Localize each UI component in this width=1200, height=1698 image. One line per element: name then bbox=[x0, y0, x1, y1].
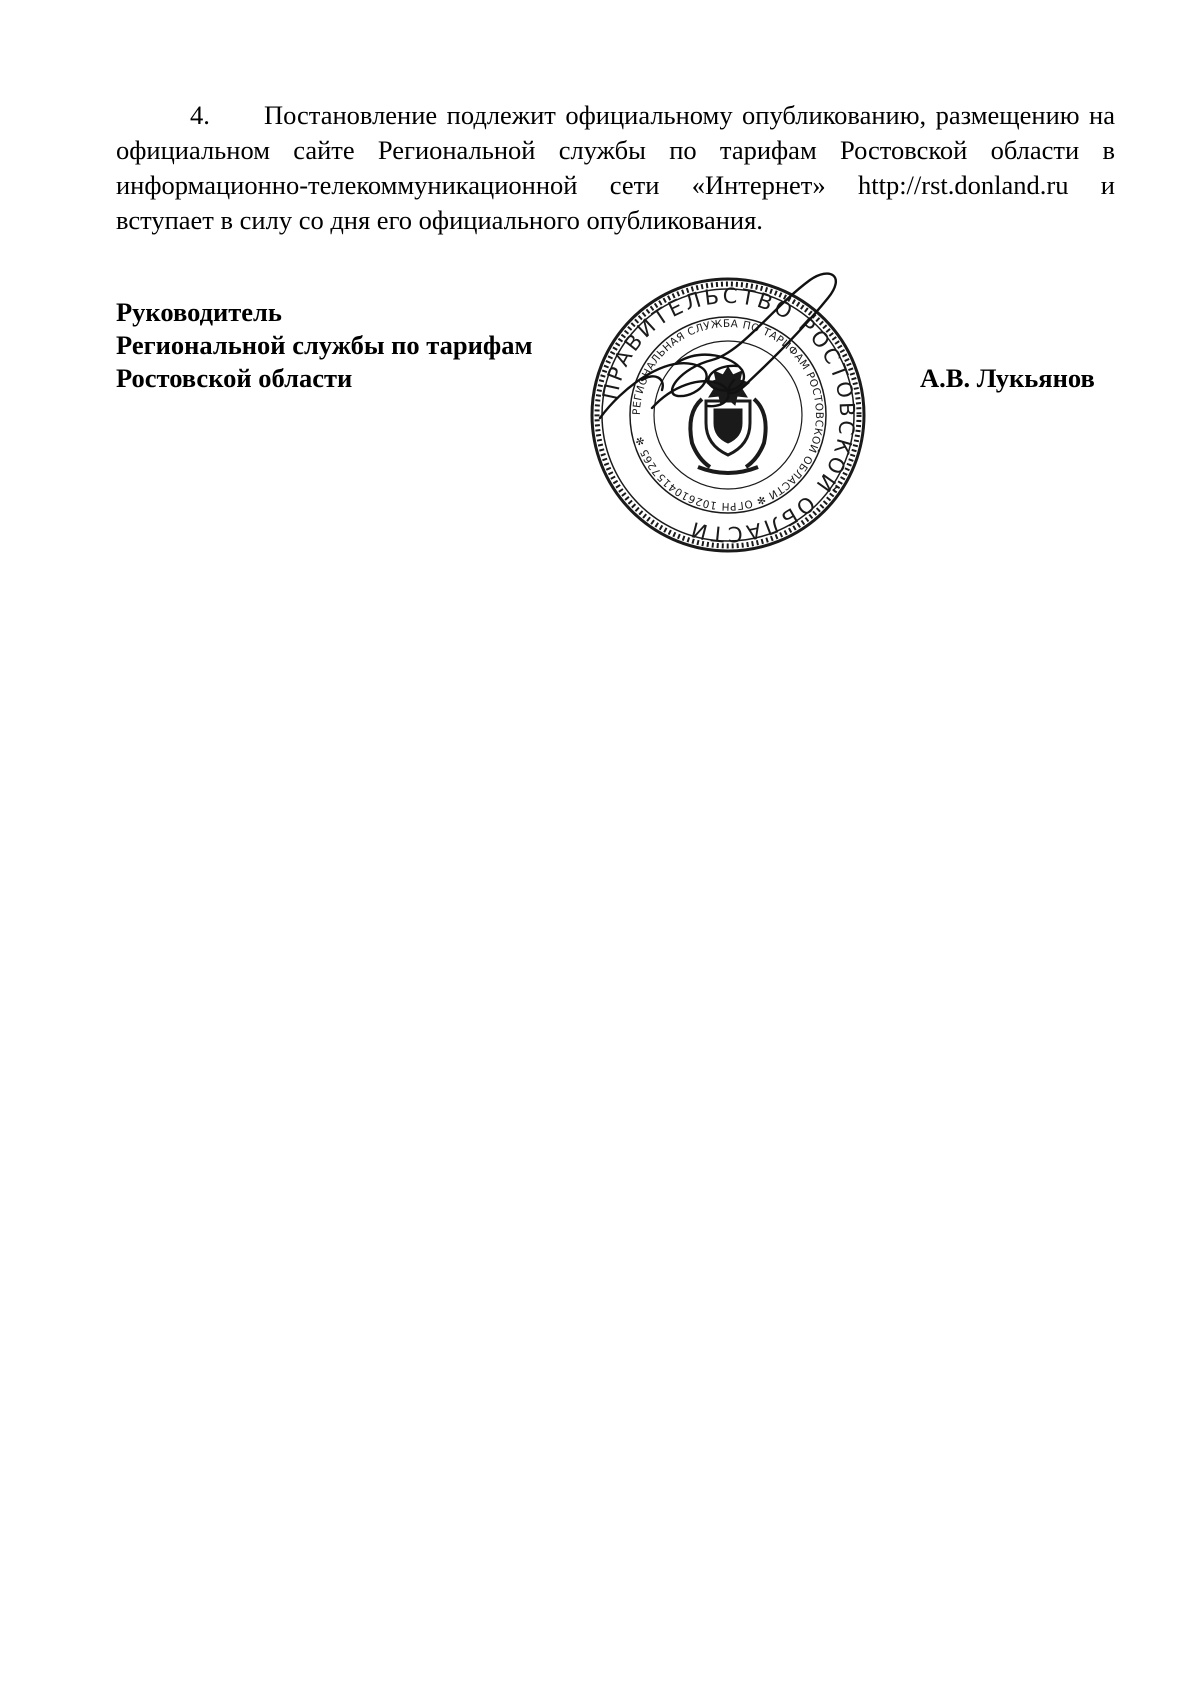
position-line-2: Региональной службы по тарифам bbox=[116, 330, 533, 360]
signatory-name: А.В. Лукьянов bbox=[920, 363, 1095, 393]
position-line-3: Ростовской области bbox=[116, 363, 353, 393]
paragraph-number: 4. bbox=[190, 100, 210, 130]
paragraph-text: Постановление подлежит официальному опубликованию, размещению на официальном сайте Региональной службы по тарифам Ростовской области в информационно-телекоммуникационной сети «Интернет» http://rst.donland.ru и вступает в силу со дня его официального опубликования. bbox=[116, 100, 1115, 235]
signatory-position bbox=[116, 296, 533, 395]
paragraph-4 bbox=[116, 98, 1115, 238]
position-line-1: Руководитель bbox=[116, 297, 282, 327]
seal-outer-text: ПРАВИТЕЛЬСТВО РОСТОВСКОЙ ОБЛАСТИ bbox=[597, 283, 860, 547]
seal-inner-text: РЕГИОНАЛЬНАЯ СЛУЖБА ПО ТАРИФАМ РОСТОВСКОЙ ОБЛАСТИ ✻ ОГРН 1026104157265 ✻ bbox=[630, 317, 826, 513]
handwritten-signature bbox=[582, 268, 872, 438]
